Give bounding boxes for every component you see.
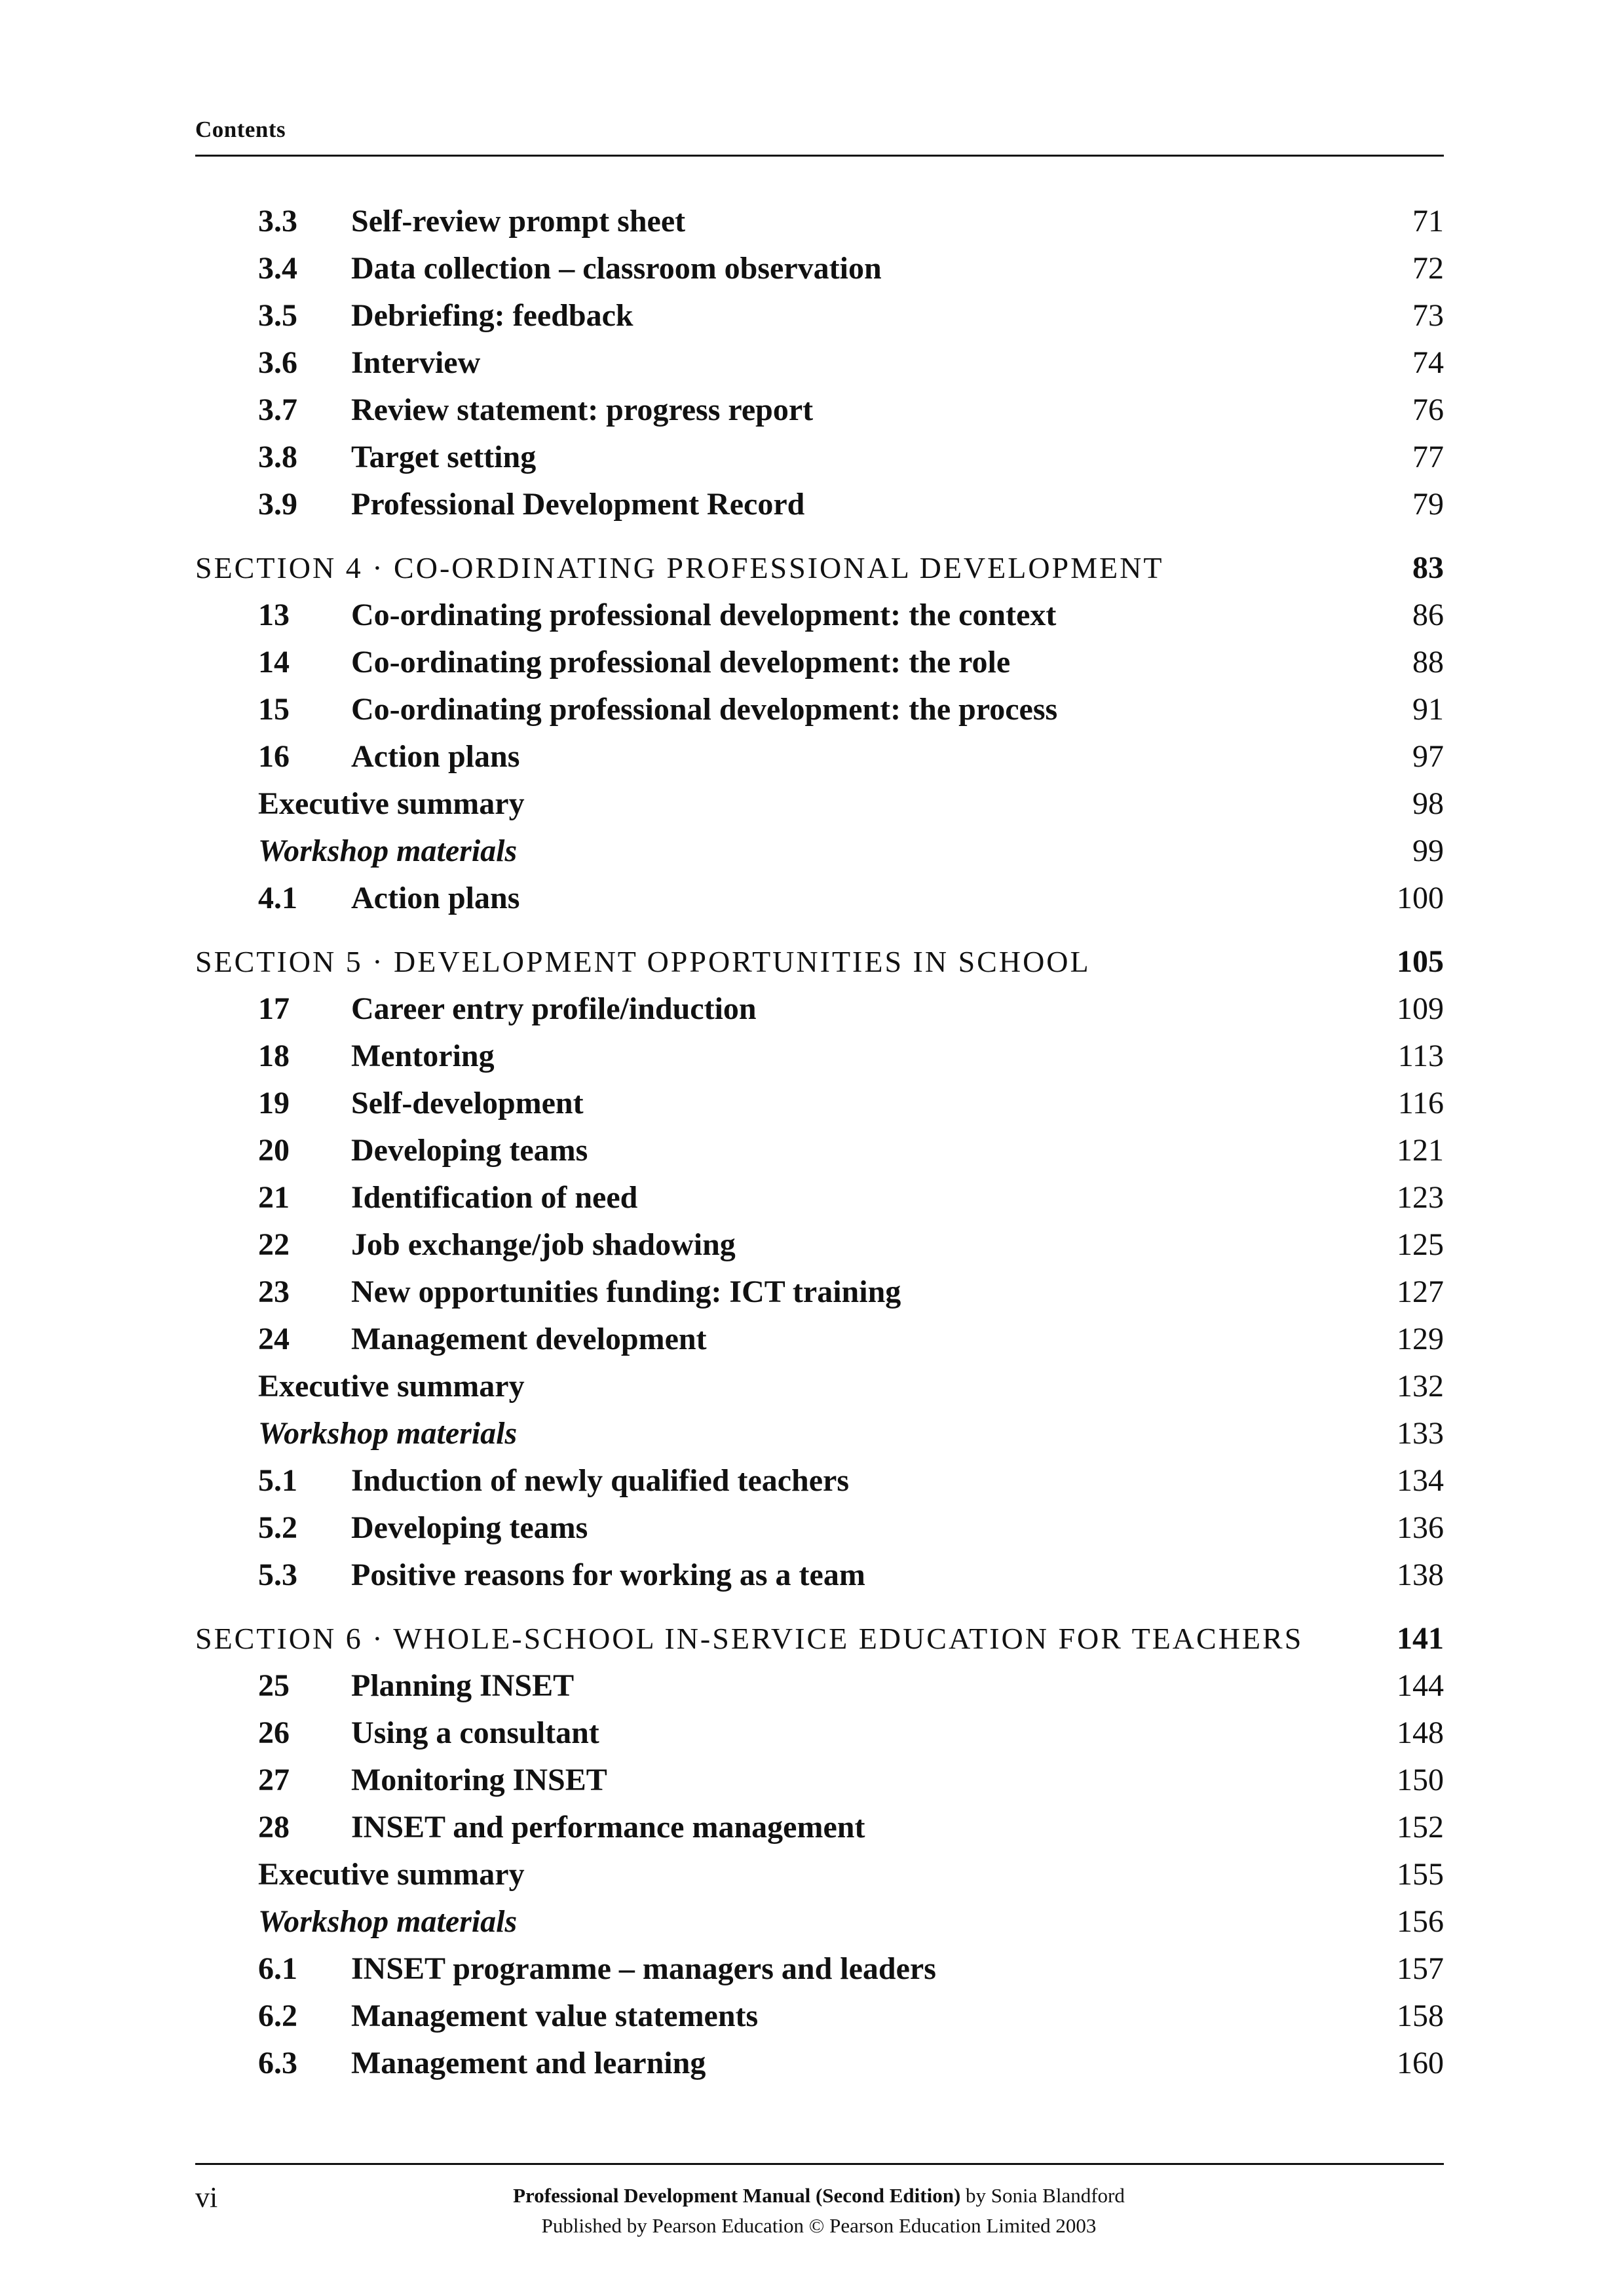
toc-entry-number: 27 bbox=[258, 1763, 290, 1797]
toc-entry-title: Co-ordinating professional development: the context bbox=[351, 598, 1057, 632]
toc-entry bbox=[195, 1804, 1444, 1851]
toc-entry-title: Co-ordinating professional development: the process bbox=[351, 692, 1058, 727]
toc-entry-number: 4.1 bbox=[258, 881, 297, 915]
toc-page-number: 123 bbox=[1397, 1180, 1444, 1215]
toc-entry-number: 3.9 bbox=[258, 487, 297, 522]
toc-entry-title: Management and learning bbox=[351, 2046, 706, 2080]
toc-entry bbox=[195, 198, 1444, 245]
toc-page-number: 113 bbox=[1397, 1039, 1444, 1073]
toc-entry bbox=[195, 481, 1444, 528]
toc-entry-title: Self-review prompt sheet bbox=[351, 204, 686, 239]
toc-entry-number: 16 bbox=[258, 739, 290, 774]
toc-entry-title: Workshop materials bbox=[258, 833, 518, 868]
toc-page-number: 133 bbox=[1397, 1416, 1444, 1451]
toc-entry-number: 3.5 bbox=[258, 298, 297, 333]
toc-page-number: 73 bbox=[1412, 298, 1444, 333]
toc-entry-title: Identification of need bbox=[351, 1180, 638, 1215]
toc-entry bbox=[195, 387, 1444, 434]
header-rule bbox=[195, 155, 1444, 157]
toc-entry-title: INSET and performance management bbox=[351, 1810, 865, 1845]
toc-entry-number: 21 bbox=[258, 1180, 290, 1215]
toc-entry-title: Management development bbox=[351, 1322, 707, 1356]
toc-page-number: 77 bbox=[1412, 440, 1444, 474]
toc-entry-title: Co-ordinating professional development: the role bbox=[351, 645, 1011, 679]
toc-page-number: 158 bbox=[1397, 1999, 1444, 2033]
toc-page-number: 100 bbox=[1397, 881, 1444, 915]
toc-page-number: 105 bbox=[1397, 944, 1444, 979]
toc-entry-number: 22 bbox=[258, 1227, 290, 1262]
toc-entry-number: 17 bbox=[258, 991, 290, 1026]
footer-publisher: Published by Pearson Education © Pearson Education Limited 2003 bbox=[541, 2214, 1097, 2237]
toc-entry-title: Management value statements bbox=[351, 1999, 759, 2033]
toc-entry bbox=[195, 985, 1444, 1033]
toc-entry-title: Interview bbox=[351, 345, 481, 380]
toc-entry bbox=[195, 1457, 1444, 1504]
toc-entry bbox=[195, 686, 1444, 733]
toc-entry-title: Executive summary bbox=[258, 786, 525, 821]
toc-page-number: 150 bbox=[1397, 1763, 1444, 1797]
toc-page-number: 76 bbox=[1412, 392, 1444, 427]
toc-entry bbox=[195, 1269, 1444, 1316]
toc-entry-title: Workshop materials bbox=[258, 1416, 518, 1451]
toc-entry bbox=[195, 1504, 1444, 1552]
table-of-contents bbox=[195, 198, 1444, 2087]
toc-entry-title: Action plans bbox=[351, 881, 520, 915]
toc-page-number: 160 bbox=[1397, 2046, 1444, 2080]
toc-section-title: SECTION 5 · DEVELOPMENT OPPORTUNITIES IN SCHOOL bbox=[195, 945, 1091, 978]
toc-section-heading bbox=[195, 545, 1444, 592]
toc-entry-number: 18 bbox=[258, 1039, 290, 1073]
toc-entry-title: Planning INSET bbox=[351, 1668, 575, 1703]
toc-entry-title: INSET programme – managers and leaders bbox=[351, 1951, 936, 1986]
toc-page-number: 155 bbox=[1397, 1857, 1444, 1892]
toc-entry-title: Mentoring bbox=[351, 1039, 495, 1073]
toc-entry bbox=[195, 245, 1444, 292]
toc-entry bbox=[195, 733, 1444, 780]
toc-page-number: 86 bbox=[1412, 598, 1444, 632]
page-folio: vi bbox=[195, 2181, 218, 2213]
toc-page-number: 88 bbox=[1412, 645, 1444, 679]
toc-entry-number: 25 bbox=[258, 1668, 290, 1703]
toc-entry bbox=[195, 1410, 1444, 1457]
toc-entry-number: 3.4 bbox=[258, 251, 297, 286]
toc-entry bbox=[195, 1080, 1444, 1127]
toc-entry bbox=[195, 1851, 1444, 1898]
toc-page-number: 141 bbox=[1397, 1621, 1444, 1656]
toc-page-number: 125 bbox=[1397, 1227, 1444, 1262]
toc-entry-number: 23 bbox=[258, 1274, 290, 1309]
toc-section-heading bbox=[195, 1615, 1444, 1662]
footer-byline: by Sonia Blandford bbox=[966, 2184, 1125, 2207]
toc-entry bbox=[195, 639, 1444, 686]
toc-page-number: 152 bbox=[1397, 1810, 1444, 1845]
toc-entry-number: 19 bbox=[258, 1086, 290, 1120]
running-head: Contents bbox=[195, 117, 286, 142]
toc-entry-number: 6.1 bbox=[258, 1951, 297, 1986]
toc-entry bbox=[195, 339, 1444, 387]
toc-page-number: 91 bbox=[1412, 692, 1444, 727]
toc-entry-title: Workshop materials bbox=[258, 1904, 518, 1939]
toc-entry bbox=[195, 1898, 1444, 1945]
toc-page-number: 129 bbox=[1397, 1322, 1444, 1356]
toc-entry-title: Developing teams bbox=[351, 1510, 588, 1545]
toc-page-number: 148 bbox=[1397, 1715, 1444, 1750]
toc-entry-number: 15 bbox=[258, 692, 290, 727]
toc-entry-title: Debriefing: feedback bbox=[351, 298, 633, 333]
toc-section-title: SECTION 4 · CO-ORDINATING PROFESSIONAL DEVELOPMENT bbox=[195, 551, 1164, 584]
toc-entry-number: 20 bbox=[258, 1133, 290, 1168]
toc-entry-number: 26 bbox=[258, 1715, 290, 1750]
toc-entry-title: Monitoring INSET bbox=[351, 1763, 607, 1797]
toc-entry bbox=[195, 1127, 1444, 1174]
toc-entry-number: 14 bbox=[258, 645, 290, 679]
toc-entry-title: Professional Development Record bbox=[351, 487, 805, 522]
toc-page-number: 144 bbox=[1397, 1668, 1444, 1703]
toc-entry-title: Using a consultant bbox=[351, 1715, 599, 1750]
toc-page-number: 138 bbox=[1397, 1558, 1444, 1592]
toc-page-number: 157 bbox=[1397, 1951, 1444, 1986]
toc-entry-title: Data collection – classroom observation bbox=[351, 251, 882, 286]
toc-entry-title: Self-development bbox=[351, 1086, 584, 1120]
toc-entry-number: 5.3 bbox=[258, 1558, 297, 1592]
toc-page-number: 97 bbox=[1412, 739, 1444, 774]
toc-page-number: 83 bbox=[1412, 550, 1444, 585]
footer-citation bbox=[393, 2181, 1245, 2211]
toc-page-number: 74 bbox=[1412, 345, 1444, 380]
toc-entry bbox=[195, 1710, 1444, 1757]
toc-entry bbox=[195, 1945, 1444, 1993]
toc-entry bbox=[195, 1662, 1444, 1710]
toc-section-heading bbox=[195, 938, 1444, 985]
toc-entry bbox=[195, 1552, 1444, 1599]
footer-rule bbox=[195, 2163, 1444, 2165]
toc-entry-number: 13 bbox=[258, 598, 290, 632]
toc-page-number: 134 bbox=[1397, 1463, 1444, 1498]
toc-entry-number: 5.2 bbox=[258, 1510, 297, 1545]
toc-entry bbox=[195, 434, 1444, 481]
toc-entry-number: 3.3 bbox=[258, 204, 297, 239]
toc-entry-number: 6.2 bbox=[258, 1999, 297, 2033]
toc-entry bbox=[195, 780, 1444, 828]
toc-entry bbox=[195, 592, 1444, 639]
toc-entry-number: 5.1 bbox=[258, 1463, 297, 1498]
toc-entry-title: Positive reasons for working as a team bbox=[351, 1558, 865, 1592]
toc-entry-title: Action plans bbox=[351, 739, 520, 774]
toc-page-number: 99 bbox=[1412, 833, 1444, 868]
toc-entry-title: New opportunities funding: ICT training bbox=[351, 1274, 901, 1309]
toc-page-number: 98 bbox=[1412, 786, 1444, 821]
toc-entry-title: Career entry profile/induction bbox=[351, 991, 757, 1026]
toc-page-number: 127 bbox=[1397, 1274, 1444, 1309]
toc-entry-title: Executive summary bbox=[258, 1857, 525, 1892]
toc-entry-number: 3.7 bbox=[258, 392, 297, 427]
toc-entry bbox=[195, 2040, 1444, 2087]
toc-page-number: 136 bbox=[1397, 1510, 1444, 1545]
toc-entry bbox=[195, 828, 1444, 875]
toc-entry-title: Job exchange/job shadowing bbox=[351, 1227, 736, 1262]
toc-page-number: 156 bbox=[1397, 1904, 1444, 1939]
toc-entry bbox=[195, 292, 1444, 339]
toc-page-number: 72 bbox=[1412, 251, 1444, 286]
toc-entry bbox=[195, 875, 1444, 922]
toc-page-number: 109 bbox=[1397, 991, 1444, 1026]
toc-entry-title: Induction of newly qualified teachers bbox=[351, 1463, 850, 1498]
toc-entry bbox=[195, 1033, 1444, 1080]
toc-entry bbox=[195, 1757, 1444, 1804]
toc-page-number: 132 bbox=[1397, 1369, 1444, 1404]
toc-entry-title: Review statement: progress report bbox=[351, 392, 814, 427]
toc-entry bbox=[195, 1993, 1444, 2040]
toc-entry-title: Target setting bbox=[351, 440, 537, 474]
toc-entry-number: 6.3 bbox=[258, 2046, 297, 2080]
toc-entry bbox=[195, 1316, 1444, 1363]
toc-entry bbox=[195, 1363, 1444, 1410]
toc-entry bbox=[195, 1174, 1444, 1221]
toc-entry-title: Executive summary bbox=[258, 1369, 525, 1404]
toc-page-number: 121 bbox=[1397, 1133, 1444, 1168]
footer-book-title: Professional Development Manual (Second Edition) bbox=[513, 2184, 961, 2207]
toc-entry-number: 3.8 bbox=[258, 440, 297, 474]
toc-section-title: SECTION 6 · WHOLE-SCHOOL IN-SERVICE EDUCATION FOR TEACHERS bbox=[195, 1622, 1304, 1655]
toc-page-number: 116 bbox=[1397, 1086, 1444, 1120]
toc-entry-number: 3.6 bbox=[258, 345, 297, 380]
toc-page-number: 71 bbox=[1412, 204, 1444, 239]
toc-entry bbox=[195, 1221, 1444, 1269]
toc-page-number: 79 bbox=[1412, 487, 1444, 522]
toc-entry-title: Developing teams bbox=[351, 1133, 588, 1168]
toc-entry-number: 28 bbox=[258, 1810, 290, 1845]
toc-entry-number: 24 bbox=[258, 1322, 290, 1356]
